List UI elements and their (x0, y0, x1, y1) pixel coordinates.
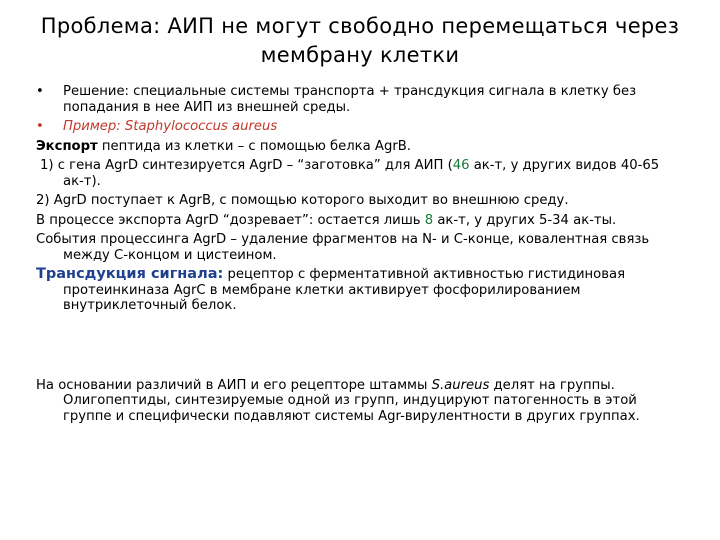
spacer (36, 318, 672, 378)
groups-text-a: На основании различий в АИП и его рецепторе штаммы (36, 377, 432, 393)
step-1-paragraph (36, 158, 672, 189)
slide-body (36, 84, 672, 428)
solution-bullet (36, 84, 672, 115)
maturation-text-b: ак-т, у других 5-34 ак-ты. (433, 212, 617, 228)
bullet-icon: • (36, 119, 44, 134)
transduction-label: Трансдукция сигнала: (36, 266, 224, 282)
groups-species: S.aureus (431, 377, 490, 393)
bullet-icon: • (36, 84, 44, 99)
processing-paragraph: События процессинга AgrD – удаление фрагментов на N- и С-конце, ковалентная связь между С-концом и цистеином. (36, 232, 650, 263)
slide-title: Проблема: АИП не могут свободно перемещаться через мембрану клетки (40, 14, 680, 67)
export-text: пептида из клетки – с помощью белка AgrB. (97, 138, 411, 154)
groups-paragraph (36, 378, 672, 425)
example-bullet (36, 119, 672, 135)
transduction-paragraph (36, 267, 672, 314)
step-1-text-a: 1) с гена AgrD синтезируется AgrD – “заготовка” для АИП ( (40, 158, 453, 173)
export-label: Экспорт (36, 138, 98, 154)
step-1-number: 46 (452, 158, 470, 173)
maturation-number: 8 (424, 212, 434, 228)
example-text: Пример: Staphylococcus aureus (63, 119, 278, 134)
step-1-text-b: ак-т, у других видов 40-65 ак-т). (63, 158, 660, 189)
solution-text: Решение: специальные системы транспорта + трансдукция сигнала в клетку без попадания в нее АИП из внешней среды. (63, 84, 637, 115)
step-2-paragraph: 2) AgrD поступает к AgrB, с помощью которого выходит во внешнюю среду. (36, 193, 569, 208)
groups-text-b: делят на группы. Олигопептиды, синтезируемые одной из групп, индуцируют патогенность в этой группе и специфически подавляют системы Agr-вирулентности в других группах. (63, 377, 640, 424)
maturation-paragraph (36, 213, 672, 229)
export-paragraph (36, 139, 672, 155)
transduction-text: рецептор с ферментативной активностью гистидиновая протеинкиназа AgrC в мембране клетки активирует фосфорилированием внутриклеточный белок. (63, 267, 626, 313)
maturation-text-a: В процессе экспорта AgrD “дозревает”: остается лишь (36, 212, 425, 228)
